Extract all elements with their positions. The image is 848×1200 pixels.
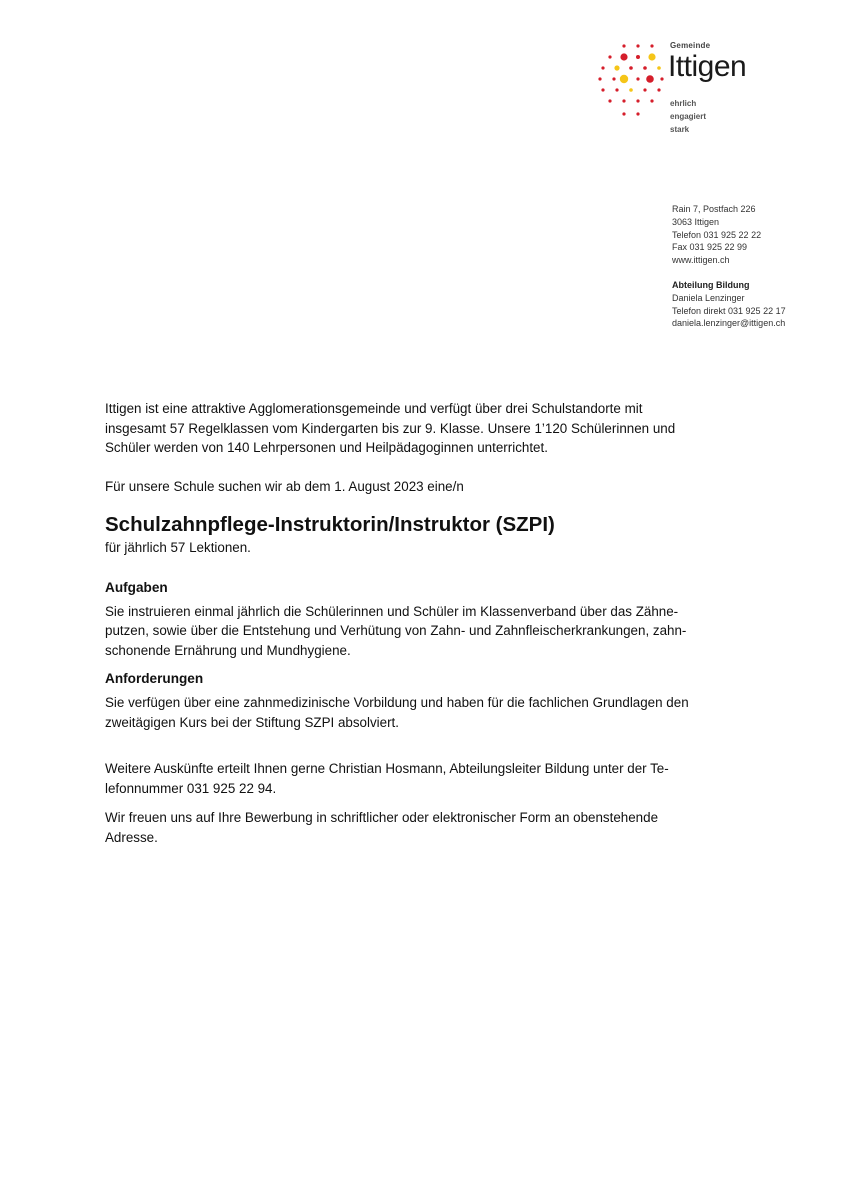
- tasks-line: schonende Ernährung und Mundhygiene.: [105, 642, 351, 658]
- logo-slogan-line: ehrlich: [670, 99, 697, 108]
- info-line: Weitere Auskünfte erteilt Ihnen gerne Christian Hosmann, Abteilungsleiter Bildung unter der Te-: [105, 761, 669, 777]
- job-title: Schulzahnpflege-Instruktorin/Instruktor (SZPI): [105, 513, 555, 537]
- address-spacer: [672, 267, 786, 279]
- requirements-line: Sie verfügen über eine zahnmedizinische Vorbildung und haben für die fachlichen Grundlagen den: [105, 694, 689, 710]
- logo-dots-icon: [596, 38, 666, 122]
- info-line: lefonnummer 031 925 22 94.: [105, 780, 277, 796]
- address-line: 3063 Ittigen: [672, 216, 720, 227]
- logo-slogan-line: engagiert: [670, 112, 707, 121]
- website-link[interactable]: www.ittigen.ch: [672, 255, 730, 266]
- closing-paragraph: [105, 808, 765, 847]
- closing-line: Wir freuen uns auf Ihre Bewerbung in schriftlicher oder elektronischer Form an obenstehende: [105, 810, 659, 826]
- lessons-text: für jährlich 57 Lektionen.: [105, 540, 251, 556]
- requirements-paragraph: [105, 693, 765, 732]
- tasks-line: putzen, sowie über die Entstehung und Verhütung von Zahn- und Zahnfleischerkrankungen, zahn-: [105, 623, 687, 639]
- logo-slogan-line: stark: [670, 125, 690, 134]
- address-line: Fax 031 925 22 99: [672, 242, 748, 253]
- tasks-line: Sie instruieren einmal jährlich die Schülerinnen und Schüler im Klassenverband über das Zähne-: [105, 603, 679, 619]
- logo-name: Ittigen: [668, 50, 747, 83]
- address-line: Rain 7, Postfach 226: [672, 204, 756, 214]
- municipality-logo: [596, 38, 776, 138]
- tasks-paragraph: [105, 602, 765, 661]
- info-paragraph: [105, 759, 765, 798]
- address-block: [672, 203, 786, 330]
- department-name: Abteilung Bildung: [672, 279, 750, 290]
- logo-top-label: Gemeinde: [670, 41, 711, 50]
- tasks-heading: Aufgaben: [105, 579, 168, 595]
- contact-name: Daniela Lenzinger: [672, 292, 745, 303]
- intro-line: Ittigen ist eine attraktive Agglomerationsgemeinde und verfügt über drei Schulstandorte mit: [105, 401, 643, 416]
- letter-body: [105, 399, 765, 848]
- intro-line: insgesamt 57 Regelklassen vom Kindergarten bis zur 9. Klasse. Unsere 1’120 Schülerinnen und: [105, 420, 676, 436]
- intro-paragraph: [105, 399, 765, 458]
- contact-email-link[interactable]: daniela.lenzinger@ittigen.ch: [672, 318, 786, 329]
- requirements-heading: Anforderungen: [105, 671, 204, 687]
- address-line: Telefon 031 925 22 22: [672, 229, 762, 240]
- requirements-line: zweitägigen Kurs bei der Stiftung SZPI absolviert.: [105, 714, 399, 730]
- contact-phone: Telefon direkt 031 925 22 17: [672, 305, 786, 316]
- logo-slogan: [670, 97, 706, 136]
- intro-line: Schüler werden von 140 Lehrpersonen und Heilpädagoginnen unterrichtet.: [105, 440, 548, 456]
- closing-line: Adresse.: [105, 829, 158, 845]
- search-sentence: Für unsere Schule suchen wir ab dem 1. August 2023 eine/n: [105, 478, 464, 494]
